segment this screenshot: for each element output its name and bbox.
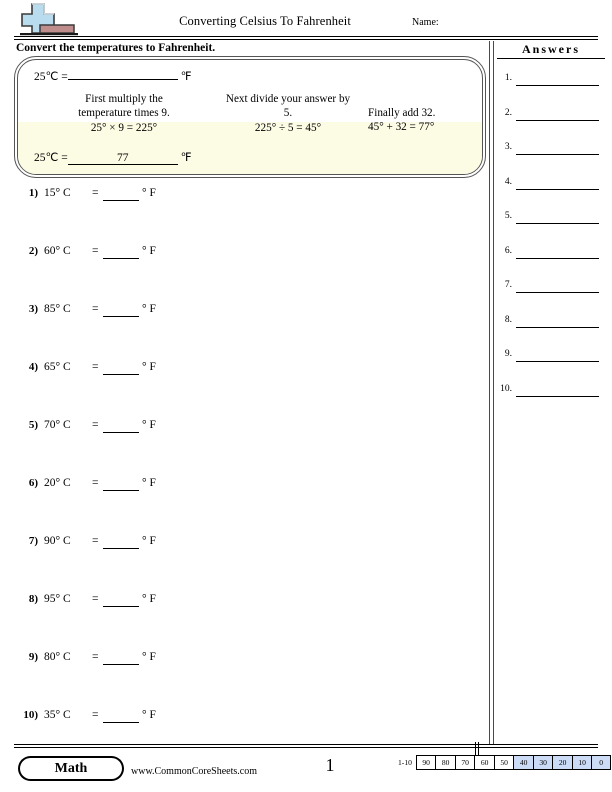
problem-list	[14, 182, 484, 762]
problem-celsius-value: 65° C	[44, 361, 71, 373]
problem-number: 5)	[28, 419, 38, 431]
answer-blank-line[interactable]	[516, 348, 599, 362]
scale-pointer-tick-right	[478, 742, 479, 755]
problem-number: 3)	[28, 303, 38, 315]
example-step-1-line-1: First multiply the	[85, 93, 163, 105]
grading-scale-cell: 60	[474, 755, 494, 770]
page-title: Converting Celsius To Fahrenheit	[179, 14, 351, 28]
problem-celsius-value: 85° C	[44, 303, 71, 315]
footer-divider-thin	[14, 747, 598, 748]
problem-number: 4)	[28, 361, 38, 373]
example-prompt-prefix: 25℃ =	[34, 71, 68, 83]
problem-row	[14, 530, 484, 588]
problem-number: 10)	[23, 709, 38, 721]
answer-number: 2.	[504, 107, 512, 118]
grading-scale-cell: 0	[591, 755, 611, 770]
example-step-2-line-1: Next divide your answer by	[225, 93, 351, 105]
answer-blank-line[interactable]	[516, 383, 599, 397]
grading-scale-cell: 20	[552, 755, 572, 770]
grading-scale-range: 1-10	[398, 758, 412, 767]
grading-scale	[398, 755, 611, 770]
answer-number: 8.	[504, 314, 512, 325]
example-box	[17, 59, 483, 175]
problem-equals-sign: =	[92, 187, 99, 199]
problem-answer-blank[interactable]	[103, 535, 139, 549]
page-number: 1	[325, 755, 335, 775]
problem-fahrenheit-unit: ° F	[142, 477, 156, 489]
problem-answer-blank[interactable]	[103, 187, 139, 201]
answer-blank-line[interactable]	[516, 176, 599, 190]
scale-pointer-tick-left	[475, 742, 476, 755]
answer-number: 6.	[504, 245, 512, 256]
problem-row	[14, 240, 484, 298]
problem-fahrenheit-unit: ° F	[142, 535, 156, 547]
problem-fahrenheit-unit: ° F	[142, 303, 156, 315]
problem-row	[14, 298, 484, 356]
problem-fahrenheit-unit: ° F	[142, 245, 156, 257]
answer-number: 3.	[504, 142, 512, 152]
answer-row	[495, 174, 612, 209]
problem-equals-sign: =	[92, 419, 99, 431]
problem-equals-sign: =	[92, 535, 99, 547]
answer-row	[495, 381, 612, 416]
problem-fahrenheit-unit: ° F	[142, 651, 156, 663]
example-step-3-line-2: 45° + 32 = 77°	[368, 121, 435, 134]
example-prompt-unit: ℉	[180, 71, 192, 83]
answer-row	[495, 243, 612, 278]
problem-equals-sign: =	[92, 245, 99, 257]
answer-blank-line[interactable]	[516, 245, 599, 259]
answer-blank-line[interactable]	[516, 279, 599, 293]
answer-row	[495, 139, 612, 174]
answer-blank-line[interactable]	[516, 72, 599, 86]
problem-number: 6)	[28, 477, 38, 489]
problem-answer-blank[interactable]	[103, 709, 139, 723]
problem-row	[14, 646, 484, 704]
answer-number: 4.	[504, 176, 512, 187]
answer-blank-line[interactable]	[516, 314, 599, 328]
column-divider-left	[489, 41, 490, 745]
name-field-label: Name:	[412, 17, 439, 28]
problem-row	[14, 414, 484, 472]
example-step-2	[208, 92, 368, 135]
example-step-2-line-3: 225° ÷ 5 = 45°	[254, 121, 322, 134]
problem-equals-sign: =	[92, 593, 99, 605]
problem-fahrenheit-unit: ° F	[142, 361, 156, 373]
problem-equals-sign: =	[92, 709, 99, 721]
answers-list	[495, 70, 612, 415]
header-divider-thick	[14, 36, 598, 37]
subject-badge-label: Math	[20, 758, 122, 779]
grading-scale-cell: 80	[435, 755, 455, 770]
answer-number: 7.	[504, 280, 512, 290]
answer-number: 10.	[500, 383, 512, 394]
example-step-1-line-3: 25° × 9 = 225°	[90, 121, 158, 134]
problem-answer-blank[interactable]	[103, 593, 139, 607]
problem-fahrenheit-unit: ° F	[142, 419, 156, 431]
example-answer-value: 77	[68, 152, 178, 165]
problem-equals-sign: =	[92, 651, 99, 663]
problem-number: 7)	[28, 535, 38, 547]
grading-scale-cell: 90	[416, 755, 436, 770]
problem-celsius-value: 70° C	[44, 419, 71, 431]
problem-answer-blank[interactable]	[103, 361, 139, 375]
answer-row	[495, 105, 612, 140]
answers-heading: Answers	[497, 42, 605, 59]
answer-row	[495, 208, 612, 243]
problem-equals-sign: =	[92, 477, 99, 489]
problem-row	[14, 472, 484, 530]
grading-scale-cell: 50	[494, 755, 514, 770]
problem-answer-blank[interactable]	[103, 245, 139, 259]
answer-blank-line[interactable]	[516, 141, 599, 155]
example-prompt-blank	[68, 79, 178, 80]
problem-answer-blank[interactable]	[103, 303, 139, 317]
problem-celsius-value: 20° C	[44, 477, 71, 489]
grading-scale-cell: 40	[513, 755, 533, 770]
problem-number: 8)	[28, 593, 38, 605]
problem-number: 1)	[28, 187, 38, 199]
answer-number: 5.	[504, 211, 512, 221]
problem-celsius-value: 60° C	[44, 245, 71, 257]
problem-fahrenheit-unit: ° F	[142, 187, 156, 199]
answer-row	[495, 312, 612, 347]
problem-celsius-value: 35° C	[44, 709, 71, 721]
problem-fahrenheit-unit: ° F	[142, 709, 156, 721]
example-step-3	[368, 92, 480, 135]
problem-fahrenheit-unit: ° F	[142, 593, 156, 605]
problem-row	[14, 588, 484, 646]
example-answer-unit: ℉	[180, 152, 192, 164]
example-answer-prefix: 25℃ =	[34, 152, 68, 164]
problem-celsius-value: 15° C	[44, 187, 71, 199]
footer-divider-thick	[14, 744, 598, 745]
site-url[interactable]: www.CommonCoreSheets.com	[131, 766, 258, 777]
answer-row	[495, 70, 612, 105]
problem-celsius-value: 80° C	[44, 651, 71, 663]
example-step-2-line-2: 5.	[283, 107, 293, 120]
problem-celsius-value: 90° C	[44, 535, 71, 547]
answer-number: 1.	[504, 73, 512, 83]
problem-row	[14, 182, 484, 240]
problem-equals-sign: =	[92, 361, 99, 373]
instructions-text: Convert the temperatures to Fahrenheit.	[16, 42, 216, 54]
example-step-1	[40, 92, 208, 135]
answer-number: 9.	[504, 349, 512, 359]
grading-scale-cell: 30	[533, 755, 553, 770]
problem-answer-blank[interactable]	[103, 651, 139, 665]
problem-number: 2)	[28, 245, 38, 257]
grading-scale-cell: 70	[455, 755, 475, 770]
answer-blank-line[interactable]	[516, 210, 599, 224]
problem-equals-sign: =	[92, 303, 99, 315]
answer-blank-line[interactable]	[516, 107, 599, 121]
header-divider-thin	[14, 39, 598, 40]
answer-row	[495, 277, 612, 312]
example-step-3-line-1: Finally add 32.	[368, 107, 436, 119]
page-header	[0, 0, 612, 38]
column-divider-right	[493, 41, 494, 745]
problem-row	[14, 356, 484, 414]
subject-badge	[18, 756, 124, 781]
problem-celsius-value: 95° C	[44, 593, 71, 605]
example-steps	[18, 92, 483, 135]
problem-answer-blank[interactable]	[103, 419, 139, 433]
problem-row	[14, 704, 484, 762]
plus-minus-logo-icon	[18, 2, 80, 36]
example-prompt	[34, 69, 192, 83]
answer-row	[495, 346, 612, 381]
problem-answer-blank[interactable]	[103, 477, 139, 491]
example-answer	[34, 150, 192, 165]
problem-number: 9)	[28, 651, 38, 663]
grading-scale-cell: 10	[572, 755, 592, 770]
example-step-1-line-2: temperature times 9.	[78, 107, 170, 120]
